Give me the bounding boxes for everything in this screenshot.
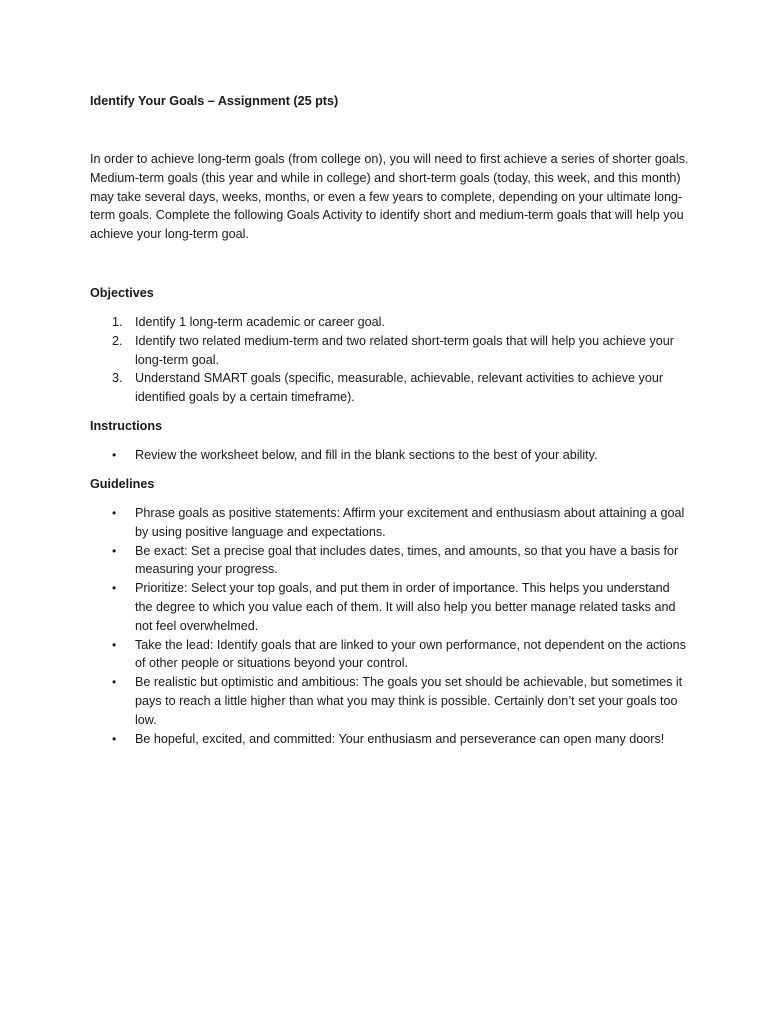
bullet-icon: • [112, 675, 117, 690]
guideline-text: Take the lead: Identify goals that are linked to your own performance, not dependent on the actions of other people or situations beyond your control. [135, 637, 686, 671]
objective-text: Understand SMART goals (specific, measurable, achievable, relevant activities to achieve your identified goals by a certain timeframe). [135, 371, 664, 405]
list-number: 2. [112, 333, 123, 348]
guideline-item [90, 673, 690, 729]
guideline-text: Phrase goals as positive statements: Affirm your excitement and enthusiasm about attaining a goal by using positive language and expectations. [135, 506, 685, 539]
guideline-item [90, 579, 690, 635]
objective-item [90, 332, 690, 370]
bullet-icon: • [112, 637, 117, 652]
instruction-text: Review the worksheet below, and fill in the blank sections to the best of your ability. [135, 448, 598, 462]
instructions-heading: Instructions [90, 419, 163, 433]
bullet-icon: • [112, 543, 117, 558]
instruction-item [90, 446, 690, 465]
list-number: 1. [112, 315, 123, 329]
bullet-icon: • [112, 581, 117, 596]
bullet-icon: • [112, 448, 117, 462]
objective-item [90, 313, 690, 332]
objective-text: Identify 1 long-term academic or career goal. [135, 315, 385, 329]
guideline-text: Prioritize: Select your top goals, and put them in order of importance. This helps you understand the degree to which you value each of them. It will also help you better manage related tasks and not feel overwhelmed. [135, 581, 676, 633]
guideline-item [90, 542, 690, 580]
objective-text: Identify two related medium-term and two related short-term goals that will help you achieve your long-term goal. [135, 333, 674, 367]
guidelines-heading: Guidelines [90, 477, 155, 491]
intro-paragraph: In order to achieve long-term goals (from college on), you will need to first achieve a series of shorter goals. Medium-term goals (this year and while in college) and short-term goals (today, this week, and this month) may take several days, weeks, months, or even a few years to complete, depending on your ultimate long-term goals. Complete the following Goals Activity to identify short and medium-term goals that will help you achieve your long-term goal. [90, 152, 689, 242]
guideline-item [90, 730, 690, 749]
guideline-item [90, 636, 690, 674]
objectives-heading: Objectives [90, 286, 154, 300]
list-number: 3. [112, 371, 123, 386]
guideline-text: Be hopeful, excited, and committed: Your enthusiasm and perseverance can open many doors! [135, 731, 665, 746]
objectives-list [90, 313, 690, 407]
guideline-text: Be realistic but optimistic and ambitious: The goals you set should be achievable, but sometimes it pays to reach a little higher than what you may think is possible. Certainly don’t set your goals too low. [135, 675, 683, 727]
bullet-icon: • [112, 731, 117, 746]
document-title: Identify Your Goals – Assignment (25 pts) [90, 94, 339, 108]
guideline-text: Be exact: Set a precise goal that includes dates, times, and amounts, so that you have a basis for measuring your progress. [135, 543, 679, 577]
guidelines-list [90, 504, 690, 748]
instructions-list [90, 446, 690, 465]
guideline-item [90, 504, 690, 542]
objective-item [90, 369, 690, 407]
bullet-icon: • [112, 506, 117, 520]
